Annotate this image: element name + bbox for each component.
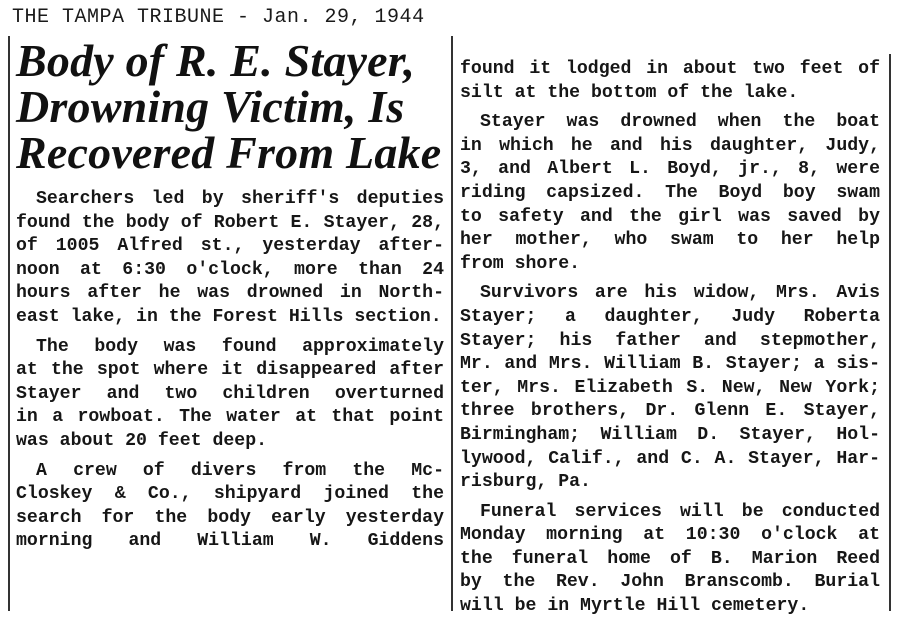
right-column — [460, 58, 880, 625]
article-paragraph — [460, 282, 880, 494]
text-line: Stayer and two children overturned — [16, 383, 444, 404]
article-paragraph — [16, 336, 444, 454]
article-paragraph — [460, 58, 880, 105]
article-paragraph — [16, 188, 444, 330]
left-column — [16, 35, 444, 560]
text-line: The body was found approximately — [36, 336, 444, 357]
text-line: silt at the bottom of the lake. — [460, 82, 799, 103]
text-line: noon at 6:30 o'clock, more than 24 — [16, 259, 444, 280]
text-line: three brothers, Dr. Glenn E. Stayer, — [460, 401, 880, 422]
text-line: will be in Myrtle Hill cemetery. — [460, 596, 810, 617]
text-line: Funeral services will be conducted — [480, 501, 880, 522]
center-column-rule — [451, 36, 453, 611]
article-paragraph — [460, 111, 880, 276]
text-line: Stayer was drowned when the boat — [480, 112, 880, 133]
text-line: search for the body early yesterday — [16, 507, 444, 528]
text-line: Survivors are his widow, Mrs. Avis — [480, 283, 880, 304]
text-line: Stayer; a daughter, Judy Roberta — [460, 306, 880, 327]
text-line: east lake, in the Forest Hills section. — [16, 306, 442, 327]
text-line: 3, and Albert L. Boyd, jr., 8, were — [460, 159, 880, 180]
text-line: ter, Mrs. Elizabeth S. New, New York; — [460, 377, 880, 398]
text-line: morning and William W. Giddens — [16, 531, 444, 552]
text-line: hours after he was drowned in North- — [16, 283, 444, 304]
text-line: the funeral home of B. Marion Reed — [460, 548, 880, 569]
text-line: Searchers led by sheriff's deputies — [36, 189, 444, 209]
text-line: found it lodged in about two feet of — [460, 59, 880, 79]
text-line: to safety and the girl was saved by — [460, 206, 880, 227]
text-line: Closkey & Co., shipyard joined the — [16, 484, 444, 505]
text-line: Birmingham; William D. Stayer, Hol- — [460, 424, 880, 445]
text-line: lywood, Calif., and C. A. Stayer, Har- — [460, 448, 880, 469]
text-line: riding capsized. The Boyd boy swam — [460, 182, 880, 203]
text-line: Monday morning at 10:30 o'clock at — [460, 525, 880, 546]
text-line: A crew of divers from the Mc- — [36, 460, 444, 481]
text-line: her mother, who swam to her help — [460, 230, 880, 251]
headline-line: Drowning Victim, Is — [16, 81, 405, 132]
text-line: from shore. — [460, 253, 581, 274]
text-line: by the Rev. John Branscomb. Burial — [460, 572, 880, 593]
text-line: was about 20 feet deep. — [16, 430, 268, 451]
text-line: Stayer; his father and stepmother, — [460, 330, 880, 351]
text-line: at the spot where it disappeared after — [16, 360, 444, 381]
text-line: in which he and his daughter, Judy, — [460, 135, 880, 156]
right-column-rule — [889, 54, 891, 611]
text-line: Mr. and Mrs. William B. Stayer; a sis- — [460, 354, 880, 375]
headline-line: Recovered From Lake — [16, 127, 442, 178]
newspaper-masthead: THE TAMPA TRIBUNE - Jan. 29, 1944 — [12, 6, 425, 29]
text-line: of 1005 Alfred st., yesterday after- — [16, 236, 444, 257]
text-line: found the body of Robert E. Stayer, 28, — [16, 212, 444, 233]
article-paragraph — [460, 501, 880, 619]
headline-line: Body of R. E. Stayer, — [16, 35, 416, 86]
article-headline — [16, 35, 444, 178]
text-line: in a rowboat. The water at that point — [16, 407, 444, 428]
left-column-rule — [8, 36, 10, 611]
text-line: risburg, Pa. — [460, 472, 591, 493]
article-paragraph — [16, 460, 444, 554]
